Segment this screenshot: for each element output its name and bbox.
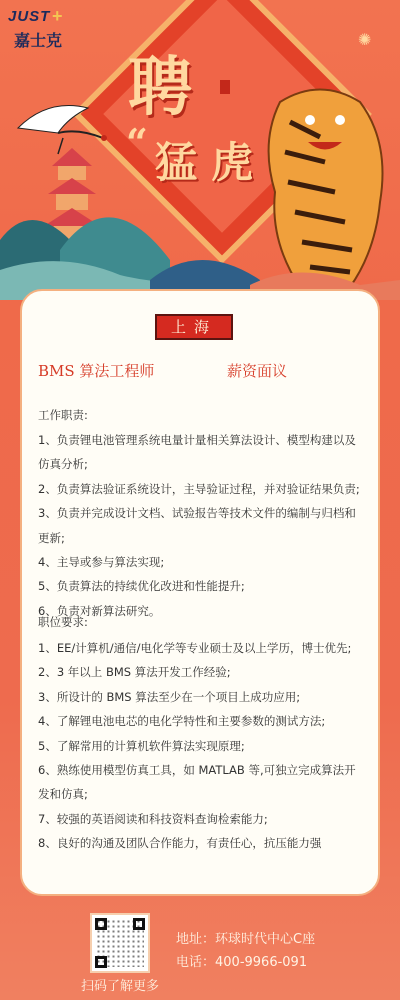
address-text: 地址：环球时代中心C座: [176, 932, 316, 947]
qr-finder: [95, 918, 107, 930]
requirements-list: [38, 636, 362, 856]
mountain-scenery: [0, 180, 400, 300]
logo-plus-icon: +: [52, 6, 63, 26]
duty-item: 3、负责并完成设计文档、试验报告等技术文件的编制与归档和更新;: [38, 506, 356, 545]
logo-text-cn: 嘉士克: [14, 31, 63, 50]
qr-caption: 扫码了解更多: [81, 979, 160, 994]
requirement-item: 6、熟练使用模型仿真工具，如 MATLAB 等,可独立完成算法开发和仿真;: [38, 763, 356, 802]
requirement-item: 1、EE/计算机/通信/电化学等专业硕士及以上学历，博士优先;: [38, 641, 352, 655]
requirement-item: 3、所设计的 BMS 算法至少在一个项目上成功应用;: [38, 689, 301, 704]
duties-list: [38, 428, 362, 623]
requirement-item: 5、了解常用的计算机软件算法实现原理;: [38, 738, 245, 753]
requirement-item: 2、3 年以上 BMS 算法开发工作经验;: [38, 665, 231, 680]
requirement-item: 4、了解锂电池电芯的电化学特性和主要参数的测试方法;: [38, 714, 326, 729]
salary-text: 薪资面议: [227, 362, 288, 380]
headline-sub: 猛虎: [155, 138, 268, 187]
job-title: BMS 算法工程师: [38, 362, 155, 380]
firework-icon: ✺: [358, 30, 372, 49]
duty-item: 6、负责对新算法研究。: [38, 603, 161, 618]
duty-item: 2、负责算法验证系统设计，主导验证过程，并对验证结果负责;: [38, 481, 360, 496]
requirements-heading: 职位要求:: [38, 615, 88, 629]
headline-main: 聘: [128, 50, 192, 125]
qr-finder: [133, 918, 145, 930]
seal-stamp: [220, 80, 230, 94]
duties-heading: 工作职责:: [38, 408, 88, 422]
headline-quote-mark: “: [126, 120, 148, 165]
duty-item: 4、主导或参与算法实现;: [38, 555, 165, 570]
hero-banner: [0, 0, 400, 300]
requirement-item: 8、良好的沟通及团队合作能力，有责任心，抗压能力强: [38, 836, 322, 851]
qr-code[interactable]: [90, 913, 150, 973]
logo-text-en: JUST: [8, 8, 51, 25]
qr-finder: [95, 956, 107, 968]
company-logo: [8, 8, 98, 54]
city-badge: 上海: [155, 314, 233, 340]
requirement-item: 7、较强的英语阅读和科技资料查询检索能力;: [38, 811, 268, 826]
duty-item: 1、负责锂电池管理系统电量计量相关算法设计、模型构建以及仿真分析;: [38, 433, 356, 472]
duty-item: 5、负责算法的持续优化改进和性能提升;: [38, 579, 245, 594]
phone-text[interactable]: 电话：400-9966-091: [176, 955, 308, 970]
